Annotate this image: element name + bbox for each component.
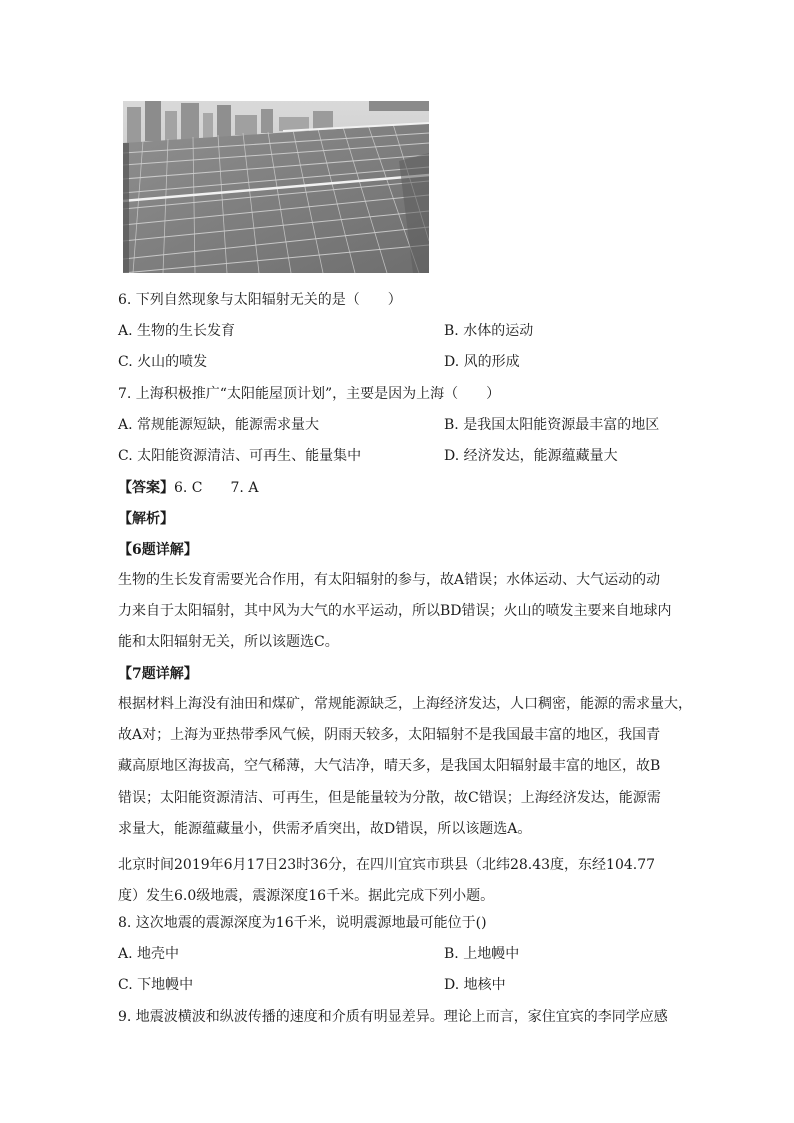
answer-line: [118, 478, 258, 498]
detail-7-line: 故A对；上海为亚热带季风气候，阴雨天较多，太阳辐射不是我国最丰富的地区，我国青: [118, 727, 661, 744]
earthquake-material: [118, 850, 676, 912]
question-7-option-c: C. 太阳能资源清洁、可再生、能量集中: [118, 448, 362, 464]
material-line: 北京时间2019年6月17日23时36分，在四川宜宾市珙县（北纬28.43度，东经104.77: [118, 857, 656, 873]
detail-6-line: 力来自于太阳辐射，其中风为大气的水平运动，所以BD错误；火山的喷发主要来自地球内: [118, 603, 672, 620]
detail-6-line: 能和太阳辐射无关，所以该题选C。: [118, 634, 339, 651]
question-7-stem: 7. 上海积极推广“太阳能屋顶计划”，主要是因为上海（ ）: [118, 386, 501, 402]
question-6-stem: 6. 下列自然现象与太阳辐射无关的是（ ）: [118, 292, 402, 308]
detail-7-line: 根据材料上海没有油田和煤矿，常规能源缺乏，上海经济发达，人口稠密，能源的需求量大，: [118, 696, 692, 712]
question-8-option-b: B. 上地幔中: [444, 946, 520, 962]
detail-7-line: 错误；太阳能资源清洁、可再生，但是能量较为分散，故C错误；上海经济发达，能源需: [118, 789, 661, 806]
solar-panel-photo: [123, 101, 429, 273]
detail-7-label: 【7题详解】: [118, 666, 198, 682]
detail-6-paragraph: [118, 565, 676, 659]
material-line: 度）发生6.0级地震，震源深度16千米。据此完成下列小题。: [118, 888, 495, 905]
question-8-option-c: C. 下地幔中: [118, 977, 194, 993]
solar-panel-illustration: [123, 101, 429, 273]
question-7-option-b: B. 是我国太阳能资源最丰富的地区: [444, 417, 660, 433]
answer-label: 【答案】: [118, 480, 174, 496]
question-6-option-c: C. 火山的喷发: [118, 354, 208, 370]
detail-7-paragraph: [118, 689, 692, 845]
detail-6-label: 【6题详解】: [118, 542, 198, 558]
question-8-option-a: A. 地壳中: [118, 946, 180, 962]
question-7-option-a: A. 常规能源短缺，能源需求量大: [118, 417, 320, 433]
question-7-option-d: D. 经济发达，能源蕴藏量大: [444, 448, 618, 464]
question-9-stem: 9. 地震波横波和纵波传播的速度和介质有明显差异。理论上而言，家住宜宾的李同学应感: [118, 1009, 668, 1025]
detail-7-line: 藏高原地区海拔高，空气稀薄，大气洁净，晴天多，是我国太阳辐射最丰富的地区，故B: [118, 758, 661, 775]
question-6-option-d: D. 风的形成: [444, 354, 520, 370]
question-8-option-d: D. 地核中: [444, 977, 506, 993]
answer-values: 6. C 7. A: [174, 480, 259, 496]
question-6-option-a: A. 生物的生长发育: [118, 323, 236, 339]
question-6-option-b: B. 水体的运动: [444, 323, 534, 339]
analysis-label: 【解析】: [118, 511, 174, 527]
detail-6-line: 生物的生长发育需要光合作用，有太阳辐射的参与，故A错误；水体运动、大气运动的动: [118, 572, 661, 588]
question-8-stem: 8. 这次地震的震源深度为16千米，说明震源地最可能位于(): [118, 915, 487, 931]
detail-7-line: 求量大，能源蕴藏量小，供需矛盾突出，故D错误，所以该题选A。: [118, 820, 532, 837]
